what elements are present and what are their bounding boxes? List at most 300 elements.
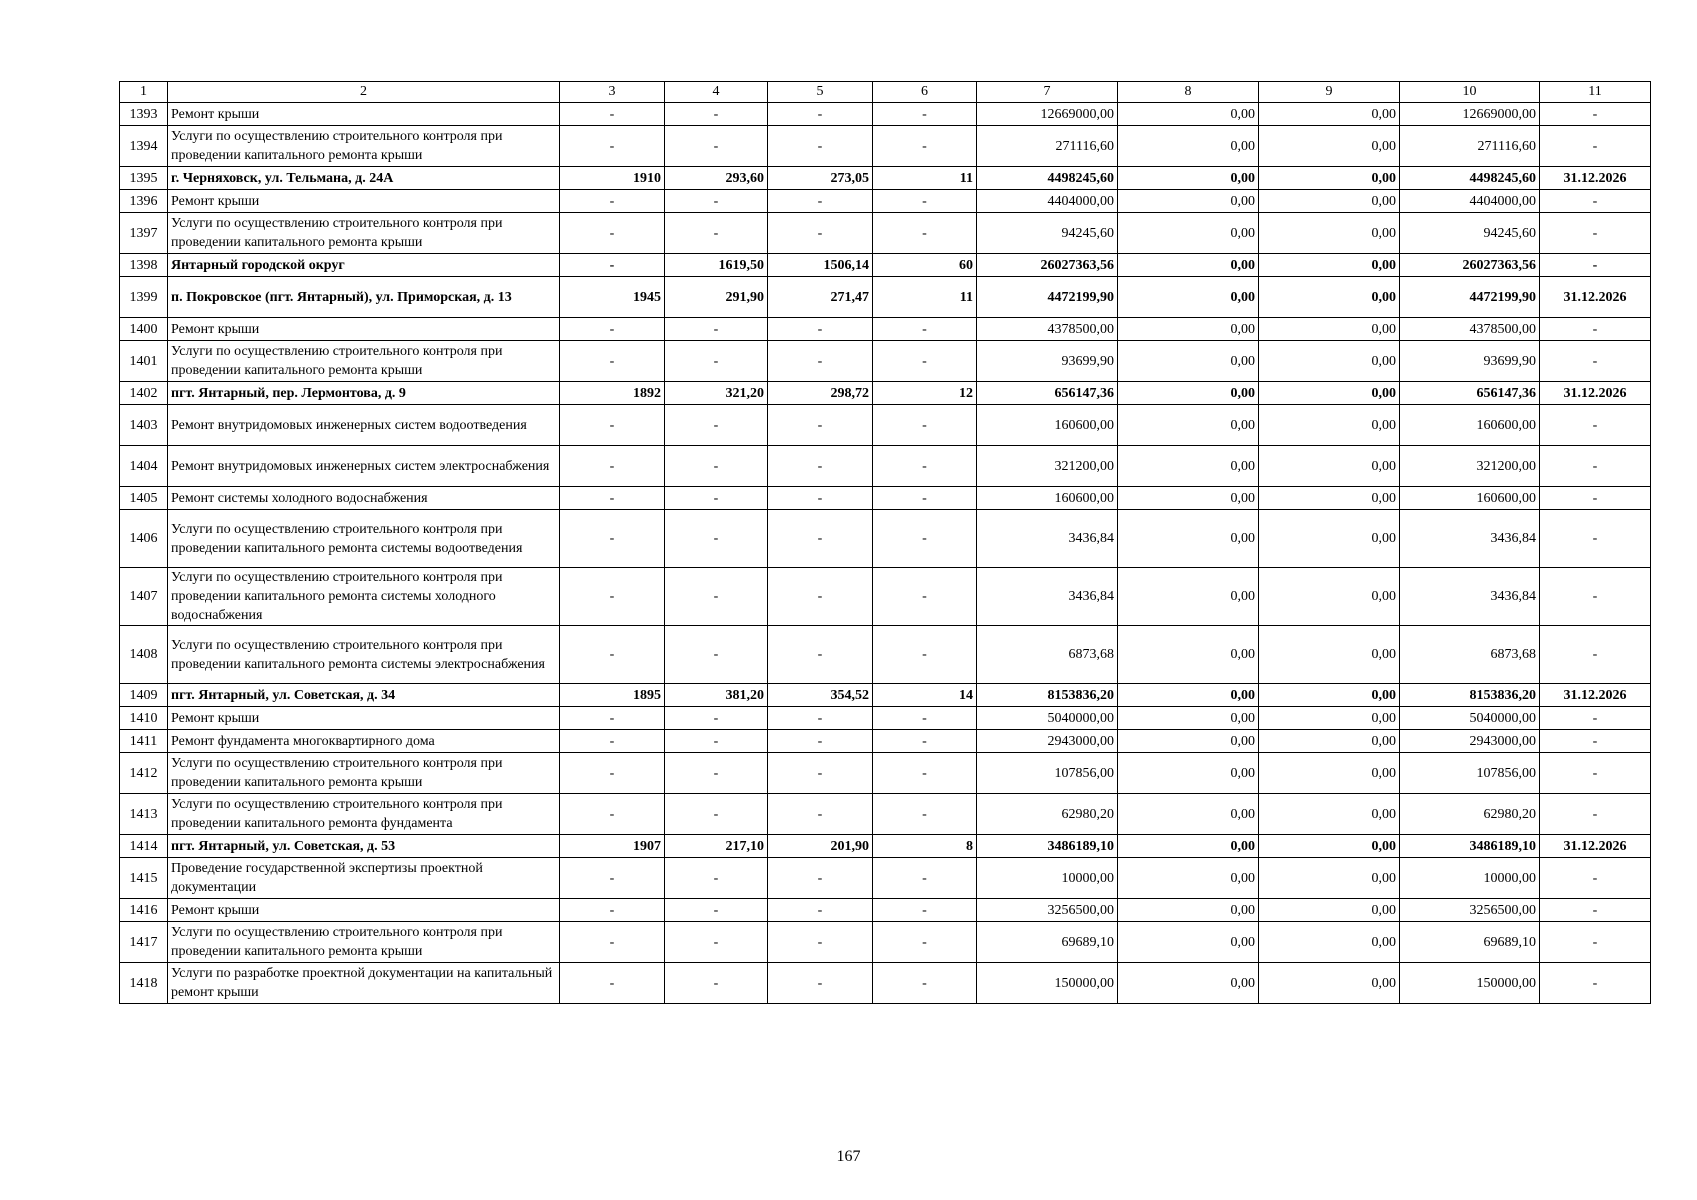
cell-owners-cost: 4498245,60 bbox=[1400, 167, 1540, 190]
cell-living-area: - bbox=[768, 126, 873, 167]
cell-total-cost: 6873,68 bbox=[977, 626, 1118, 684]
cell-owners-cost: 3436,84 bbox=[1400, 568, 1540, 626]
cell-fund-cost: 0,00 bbox=[1118, 277, 1259, 318]
cell-total-area: - bbox=[665, 126, 768, 167]
cell-year-built: - bbox=[560, 190, 665, 213]
cell-completion-date: - bbox=[1540, 126, 1651, 167]
cell-budget-cost: 0,00 bbox=[1259, 254, 1400, 277]
cell-total-area: - bbox=[665, 405, 768, 446]
cell-year-built: - bbox=[560, 510, 665, 568]
cell-completion-date: - bbox=[1540, 753, 1651, 794]
cell-description: Ремонт крыши bbox=[168, 318, 560, 341]
cell-total-area: - bbox=[665, 103, 768, 126]
cell-residents: - bbox=[873, 922, 977, 963]
table-row bbox=[120, 510, 1651, 568]
cell-total-area: 217,10 bbox=[665, 835, 768, 858]
cell-residents: - bbox=[873, 568, 977, 626]
cell-description: Услуги по осуществлению строительного контроля при проведении капитального ремонта системы электроснабжения bbox=[168, 626, 560, 684]
cell-living-area: - bbox=[768, 318, 873, 341]
table-row bbox=[120, 277, 1651, 318]
cell-year-built: 1907 bbox=[560, 835, 665, 858]
cell-row-number: 1409 bbox=[120, 684, 168, 707]
cell-fund-cost: 0,00 bbox=[1118, 213, 1259, 254]
cell-owners-cost: 4404000,00 bbox=[1400, 190, 1540, 213]
cell-row-number: 1405 bbox=[120, 487, 168, 510]
cell-total-area: 1619,50 bbox=[665, 254, 768, 277]
cell-residents: 12 bbox=[873, 382, 977, 405]
cell-total-cost: 5040000,00 bbox=[977, 707, 1118, 730]
table-row bbox=[120, 103, 1651, 126]
cell-total-area: 321,20 bbox=[665, 382, 768, 405]
table-row bbox=[120, 707, 1651, 730]
cell-row-number: 1410 bbox=[120, 707, 168, 730]
cell-fund-cost: 0,00 bbox=[1118, 405, 1259, 446]
column-header-4: 4 bbox=[665, 82, 768, 103]
cell-description: Ремонт фундамента многоквартирного дома bbox=[168, 730, 560, 753]
cell-row-number: 1393 bbox=[120, 103, 168, 126]
cell-year-built: 1892 bbox=[560, 382, 665, 405]
cell-budget-cost: 0,00 bbox=[1259, 190, 1400, 213]
cell-fund-cost: 0,00 bbox=[1118, 963, 1259, 1004]
table-row bbox=[120, 318, 1651, 341]
cell-description: Услуги по осуществлению строительного контроля при проведении капитального ремонта системы водоотведения bbox=[168, 510, 560, 568]
cell-budget-cost: 0,00 bbox=[1259, 126, 1400, 167]
cell-completion-date: - bbox=[1540, 794, 1651, 835]
cell-fund-cost: 0,00 bbox=[1118, 318, 1259, 341]
cell-description: Ремонт системы холодного водоснабжения bbox=[168, 487, 560, 510]
cell-total-area: - bbox=[665, 707, 768, 730]
cell-budget-cost: 0,00 bbox=[1259, 213, 1400, 254]
cell-description: г. Черняховск, ул. Тельмана, д. 24А bbox=[168, 167, 560, 190]
cell-budget-cost: 0,00 bbox=[1259, 405, 1400, 446]
cell-budget-cost: 0,00 bbox=[1259, 277, 1400, 318]
cell-living-area: 1506,14 bbox=[768, 254, 873, 277]
cell-owners-cost: 62980,20 bbox=[1400, 794, 1540, 835]
cell-year-built: - bbox=[560, 922, 665, 963]
cell-residents: - bbox=[873, 899, 977, 922]
cell-row-number: 1417 bbox=[120, 922, 168, 963]
cell-row-number: 1413 bbox=[120, 794, 168, 835]
cell-living-area: - bbox=[768, 858, 873, 899]
cell-description: Услуги по осуществлению строительного контроля при проведении капитального ремонта крыши bbox=[168, 213, 560, 254]
cell-completion-date: - bbox=[1540, 487, 1651, 510]
cell-residents: - bbox=[873, 446, 977, 487]
cell-total-area: 293,60 bbox=[665, 167, 768, 190]
table-row bbox=[120, 167, 1651, 190]
cell-total-area: - bbox=[665, 446, 768, 487]
cell-total-cost: 321200,00 bbox=[977, 446, 1118, 487]
cell-row-number: 1401 bbox=[120, 341, 168, 382]
cell-residents: - bbox=[873, 730, 977, 753]
cell-owners-cost: 94245,60 bbox=[1400, 213, 1540, 254]
cell-budget-cost: 0,00 bbox=[1259, 382, 1400, 405]
table-row bbox=[120, 213, 1651, 254]
cell-residents: - bbox=[873, 753, 977, 794]
cell-total-cost: 656147,36 bbox=[977, 382, 1118, 405]
cell-year-built: - bbox=[560, 707, 665, 730]
cell-completion-date: - bbox=[1540, 103, 1651, 126]
column-header-2: 2 bbox=[168, 82, 560, 103]
cell-residents: - bbox=[873, 190, 977, 213]
cell-owners-cost: 93699,90 bbox=[1400, 341, 1540, 382]
cell-residents: 14 bbox=[873, 684, 977, 707]
table-row bbox=[120, 190, 1651, 213]
cell-description: Ремонт крыши bbox=[168, 707, 560, 730]
cell-living-area: - bbox=[768, 446, 873, 487]
cell-total-area: - bbox=[665, 730, 768, 753]
cell-row-number: 1404 bbox=[120, 446, 168, 487]
cell-budget-cost: 0,00 bbox=[1259, 835, 1400, 858]
table-row bbox=[120, 684, 1651, 707]
cell-completion-date: 31.12.2026 bbox=[1540, 835, 1651, 858]
column-header-7: 7 bbox=[977, 82, 1118, 103]
cell-total-cost: 160600,00 bbox=[977, 405, 1118, 446]
cell-owners-cost: 160600,00 bbox=[1400, 405, 1540, 446]
cell-fund-cost: 0,00 bbox=[1118, 626, 1259, 684]
cell-total-area: - bbox=[665, 568, 768, 626]
cell-row-number: 1397 bbox=[120, 213, 168, 254]
column-header-8: 8 bbox=[1118, 82, 1259, 103]
cell-description: пгт. Янтарный, ул. Советская, д. 34 bbox=[168, 684, 560, 707]
cell-year-built: - bbox=[560, 626, 665, 684]
page-number: 167 bbox=[836, 1148, 861, 1165]
cell-owners-cost: 4472199,90 bbox=[1400, 277, 1540, 318]
cell-fund-cost: 0,00 bbox=[1118, 103, 1259, 126]
cell-owners-cost: 10000,00 bbox=[1400, 858, 1540, 899]
cell-completion-date: - bbox=[1540, 568, 1651, 626]
cell-owners-cost: 160600,00 bbox=[1400, 487, 1540, 510]
cell-living-area: - bbox=[768, 213, 873, 254]
cell-total-area: - bbox=[665, 899, 768, 922]
cell-residents: - bbox=[873, 487, 977, 510]
table-row bbox=[120, 922, 1651, 963]
cell-row-number: 1415 bbox=[120, 858, 168, 899]
cell-total-cost: 8153836,20 bbox=[977, 684, 1118, 707]
cell-completion-date: 31.12.2026 bbox=[1540, 277, 1651, 318]
cell-row-number: 1399 bbox=[120, 277, 168, 318]
cell-fund-cost: 0,00 bbox=[1118, 446, 1259, 487]
cell-total-cost: 4404000,00 bbox=[977, 190, 1118, 213]
cell-living-area: - bbox=[768, 510, 873, 568]
cell-budget-cost: 0,00 bbox=[1259, 318, 1400, 341]
cell-living-area: - bbox=[768, 922, 873, 963]
cell-description: Ремонт крыши bbox=[168, 103, 560, 126]
cell-total-cost: 3256500,00 bbox=[977, 899, 1118, 922]
cell-living-area: - bbox=[768, 963, 873, 1004]
cell-row-number: 1402 bbox=[120, 382, 168, 405]
cell-description: Проведение государственной экспертизы проектной документации bbox=[168, 858, 560, 899]
cell-budget-cost: 0,00 bbox=[1259, 794, 1400, 835]
cell-budget-cost: 0,00 bbox=[1259, 858, 1400, 899]
cell-row-number: 1398 bbox=[120, 254, 168, 277]
cell-completion-date: 31.12.2026 bbox=[1540, 684, 1651, 707]
cell-owners-cost: 2943000,00 bbox=[1400, 730, 1540, 753]
cell-owners-cost: 656147,36 bbox=[1400, 382, 1540, 405]
cell-description: Ремонт внутридомовых инженерных систем электроснабжения bbox=[168, 446, 560, 487]
cell-budget-cost: 0,00 bbox=[1259, 510, 1400, 568]
cell-total-area: - bbox=[665, 213, 768, 254]
cell-owners-cost: 107856,00 bbox=[1400, 753, 1540, 794]
cell-owners-cost: 69689,10 bbox=[1400, 922, 1540, 963]
cell-total-cost: 69689,10 bbox=[977, 922, 1118, 963]
cell-row-number: 1408 bbox=[120, 626, 168, 684]
cell-description: Янтарный городской округ bbox=[168, 254, 560, 277]
cell-fund-cost: 0,00 bbox=[1118, 684, 1259, 707]
cell-living-area: - bbox=[768, 341, 873, 382]
cell-total-cost: 2943000,00 bbox=[977, 730, 1118, 753]
cell-year-built: - bbox=[560, 568, 665, 626]
cell-living-area: 354,52 bbox=[768, 684, 873, 707]
cell-owners-cost: 271116,60 bbox=[1400, 126, 1540, 167]
cell-residents: - bbox=[873, 341, 977, 382]
cell-year-built: - bbox=[560, 487, 665, 510]
cell-year-built: - bbox=[560, 318, 665, 341]
cell-description: Ремонт крыши bbox=[168, 190, 560, 213]
cell-total-cost: 3486189,10 bbox=[977, 835, 1118, 858]
cell-owners-cost: 3486189,10 bbox=[1400, 835, 1540, 858]
cell-owners-cost: 5040000,00 bbox=[1400, 707, 1540, 730]
cell-total-cost: 107856,00 bbox=[977, 753, 1118, 794]
cell-fund-cost: 0,00 bbox=[1118, 922, 1259, 963]
cell-budget-cost: 0,00 bbox=[1259, 487, 1400, 510]
cell-living-area: - bbox=[768, 707, 873, 730]
document-sheet bbox=[119, 81, 1650, 1004]
cell-budget-cost: 0,00 bbox=[1259, 922, 1400, 963]
cell-budget-cost: 0,00 bbox=[1259, 341, 1400, 382]
table-row bbox=[120, 858, 1651, 899]
cell-owners-cost: 8153836,20 bbox=[1400, 684, 1540, 707]
repair-program-table bbox=[119, 81, 1651, 1004]
cell-row-number: 1396 bbox=[120, 190, 168, 213]
cell-owners-cost: 12669000,00 bbox=[1400, 103, 1540, 126]
cell-total-area: 381,20 bbox=[665, 684, 768, 707]
cell-total-area: - bbox=[665, 190, 768, 213]
cell-year-built: - bbox=[560, 341, 665, 382]
cell-residents: - bbox=[873, 794, 977, 835]
cell-total-area: - bbox=[665, 341, 768, 382]
cell-completion-date: - bbox=[1540, 318, 1651, 341]
cell-row-number: 1412 bbox=[120, 753, 168, 794]
cell-budget-cost: 0,00 bbox=[1259, 103, 1400, 126]
cell-budget-cost: 0,00 bbox=[1259, 753, 1400, 794]
cell-description: Ремонт внутридомовых инженерных систем водоотведения bbox=[168, 405, 560, 446]
cell-completion-date: - bbox=[1540, 858, 1651, 899]
column-header-6: 6 bbox=[873, 82, 977, 103]
cell-owners-cost: 3256500,00 bbox=[1400, 899, 1540, 922]
cell-total-area: - bbox=[665, 922, 768, 963]
cell-residents: 8 bbox=[873, 835, 977, 858]
cell-total-area: - bbox=[665, 753, 768, 794]
cell-living-area: 201,90 bbox=[768, 835, 873, 858]
cell-budget-cost: 0,00 bbox=[1259, 684, 1400, 707]
cell-living-area: - bbox=[768, 103, 873, 126]
cell-total-cost: 271116,60 bbox=[977, 126, 1118, 167]
cell-total-cost: 12669000,00 bbox=[977, 103, 1118, 126]
cell-year-built: - bbox=[560, 858, 665, 899]
cell-completion-date: - bbox=[1540, 899, 1651, 922]
cell-owners-cost: 4378500,00 bbox=[1400, 318, 1540, 341]
cell-fund-cost: 0,00 bbox=[1118, 794, 1259, 835]
cell-budget-cost: 0,00 bbox=[1259, 446, 1400, 487]
cell-completion-date: - bbox=[1540, 922, 1651, 963]
cell-living-area: 298,72 bbox=[768, 382, 873, 405]
cell-completion-date: 31.12.2026 bbox=[1540, 167, 1651, 190]
cell-completion-date: 31.12.2026 bbox=[1540, 382, 1651, 405]
table-row bbox=[120, 730, 1651, 753]
cell-living-area: - bbox=[768, 626, 873, 684]
cell-description: п. Покровское (пгт. Янтарный), ул. Приморская, д. 13 bbox=[168, 277, 560, 318]
cell-fund-cost: 0,00 bbox=[1118, 190, 1259, 213]
cell-fund-cost: 0,00 bbox=[1118, 707, 1259, 730]
cell-fund-cost: 0,00 bbox=[1118, 835, 1259, 858]
cell-living-area: 273,05 bbox=[768, 167, 873, 190]
cell-fund-cost: 0,00 bbox=[1118, 858, 1259, 899]
cell-fund-cost: 0,00 bbox=[1118, 382, 1259, 405]
cell-year-built: 1910 bbox=[560, 167, 665, 190]
cell-residents: - bbox=[873, 626, 977, 684]
cell-total-cost: 26027363,56 bbox=[977, 254, 1118, 277]
cell-description: Услуги по осуществлению строительного контроля при проведении капитального ремонта крыши bbox=[168, 922, 560, 963]
cell-year-built: - bbox=[560, 794, 665, 835]
cell-total-cost: 3436,84 bbox=[977, 568, 1118, 626]
cell-fund-cost: 0,00 bbox=[1118, 254, 1259, 277]
cell-total-cost: 160600,00 bbox=[977, 487, 1118, 510]
cell-description: Услуги по осуществлению строительного контроля при проведении капитального ремонта крыши bbox=[168, 126, 560, 167]
table-row bbox=[120, 341, 1651, 382]
cell-completion-date: - bbox=[1540, 963, 1651, 1004]
cell-owners-cost: 26027363,56 bbox=[1400, 254, 1540, 277]
cell-living-area: - bbox=[768, 190, 873, 213]
cell-row-number: 1406 bbox=[120, 510, 168, 568]
cell-completion-date: - bbox=[1540, 446, 1651, 487]
cell-residents: - bbox=[873, 213, 977, 254]
cell-year-built: - bbox=[560, 254, 665, 277]
column-header-5: 5 bbox=[768, 82, 873, 103]
cell-total-cost: 94245,60 bbox=[977, 213, 1118, 254]
cell-total-cost: 93699,90 bbox=[977, 341, 1118, 382]
cell-total-cost: 4378500,00 bbox=[977, 318, 1118, 341]
cell-residents: - bbox=[873, 103, 977, 126]
cell-residents: 60 bbox=[873, 254, 977, 277]
cell-total-cost: 150000,00 bbox=[977, 963, 1118, 1004]
cell-completion-date: - bbox=[1540, 510, 1651, 568]
cell-owners-cost: 321200,00 bbox=[1400, 446, 1540, 487]
cell-total-area: 291,90 bbox=[665, 277, 768, 318]
cell-year-built: 1945 bbox=[560, 277, 665, 318]
cell-year-built: - bbox=[560, 103, 665, 126]
cell-fund-cost: 0,00 bbox=[1118, 899, 1259, 922]
cell-description: Услуги по осуществлению строительного контроля при проведении капитального ремонта фундамента bbox=[168, 794, 560, 835]
cell-row-number: 1414 bbox=[120, 835, 168, 858]
cell-residents: 11 bbox=[873, 167, 977, 190]
table-row bbox=[120, 446, 1651, 487]
cell-residents: - bbox=[873, 858, 977, 899]
table-row bbox=[120, 899, 1651, 922]
column-number-header bbox=[120, 82, 1651, 103]
cell-fund-cost: 0,00 bbox=[1118, 730, 1259, 753]
cell-year-built: - bbox=[560, 963, 665, 1004]
cell-total-cost: 4472199,90 bbox=[977, 277, 1118, 318]
cell-residents: - bbox=[873, 318, 977, 341]
cell-fund-cost: 0,00 bbox=[1118, 341, 1259, 382]
cell-owners-cost: 6873,68 bbox=[1400, 626, 1540, 684]
cell-completion-date: - bbox=[1540, 213, 1651, 254]
cell-budget-cost: 0,00 bbox=[1259, 899, 1400, 922]
table-row bbox=[120, 126, 1651, 167]
cell-row-number: 1407 bbox=[120, 568, 168, 626]
cell-year-built: - bbox=[560, 899, 665, 922]
cell-description: Услуги по осуществлению строительного контроля при проведении капитального ремонта крыши bbox=[168, 753, 560, 794]
table-row bbox=[120, 753, 1651, 794]
cell-year-built: - bbox=[560, 126, 665, 167]
cell-description: пгт. Янтарный, пер. Лермонтова, д. 9 bbox=[168, 382, 560, 405]
cell-living-area: - bbox=[768, 753, 873, 794]
cell-fund-cost: 0,00 bbox=[1118, 568, 1259, 626]
cell-total-cost: 3436,84 bbox=[977, 510, 1118, 568]
cell-residents: - bbox=[873, 405, 977, 446]
cell-residents: - bbox=[873, 963, 977, 1004]
cell-budget-cost: 0,00 bbox=[1259, 167, 1400, 190]
cell-living-area: - bbox=[768, 568, 873, 626]
cell-description: Услуги по разработке проектной документации на капитальный ремонт крыши bbox=[168, 963, 560, 1004]
cell-fund-cost: 0,00 bbox=[1118, 487, 1259, 510]
cell-description: Услуги по осуществлению строительного контроля при проведении капитального ремонта системы холодного водоснабжения bbox=[168, 568, 560, 626]
cell-total-area: - bbox=[665, 318, 768, 341]
column-header-1: 1 bbox=[120, 82, 168, 103]
cell-row-number: 1411 bbox=[120, 730, 168, 753]
cell-residents: - bbox=[873, 510, 977, 568]
cell-budget-cost: 0,00 bbox=[1259, 568, 1400, 626]
cell-total-area: - bbox=[665, 626, 768, 684]
cell-budget-cost: 0,00 bbox=[1259, 730, 1400, 753]
cell-living-area: - bbox=[768, 405, 873, 446]
table-row bbox=[120, 405, 1651, 446]
cell-fund-cost: 0,00 bbox=[1118, 753, 1259, 794]
cell-row-number: 1400 bbox=[120, 318, 168, 341]
cell-row-number: 1418 bbox=[120, 963, 168, 1004]
cell-residents: - bbox=[873, 126, 977, 167]
cell-total-area: - bbox=[665, 963, 768, 1004]
cell-total-area: - bbox=[665, 487, 768, 510]
cell-fund-cost: 0,00 bbox=[1118, 126, 1259, 167]
cell-year-built: - bbox=[560, 446, 665, 487]
cell-row-number: 1416 bbox=[120, 899, 168, 922]
cell-row-number: 1394 bbox=[120, 126, 168, 167]
cell-completion-date: - bbox=[1540, 730, 1651, 753]
cell-row-number: 1395 bbox=[120, 167, 168, 190]
table-row bbox=[120, 963, 1651, 1004]
cell-living-area: - bbox=[768, 487, 873, 510]
cell-year-built: - bbox=[560, 753, 665, 794]
cell-row-number: 1403 bbox=[120, 405, 168, 446]
cell-living-area: - bbox=[768, 794, 873, 835]
cell-fund-cost: 0,00 bbox=[1118, 167, 1259, 190]
table-row bbox=[120, 835, 1651, 858]
column-header-3: 3 bbox=[560, 82, 665, 103]
cell-living-area: - bbox=[768, 899, 873, 922]
cell-total-area: - bbox=[665, 794, 768, 835]
table-row bbox=[120, 568, 1651, 626]
cell-completion-date: - bbox=[1540, 626, 1651, 684]
cell-fund-cost: 0,00 bbox=[1118, 510, 1259, 568]
table-row bbox=[120, 626, 1651, 684]
cell-owners-cost: 150000,00 bbox=[1400, 963, 1540, 1004]
cell-total-area: - bbox=[665, 510, 768, 568]
table-row bbox=[120, 794, 1651, 835]
cell-living-area: 271,47 bbox=[768, 277, 873, 318]
cell-total-cost: 4498245,60 bbox=[977, 167, 1118, 190]
cell-completion-date: - bbox=[1540, 254, 1651, 277]
